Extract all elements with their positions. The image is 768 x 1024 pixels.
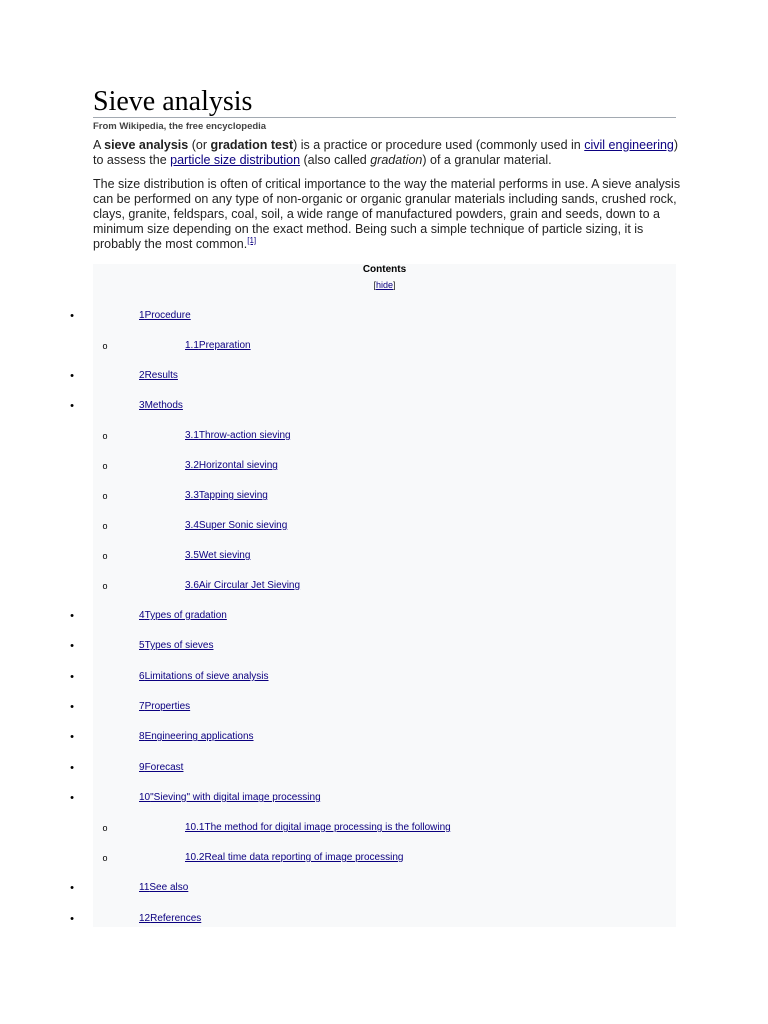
bullet-icon: • xyxy=(70,400,74,412)
toc-text: Procedure xyxy=(144,310,191,321)
bullet-icon: • xyxy=(70,913,74,925)
circle-bullet-icon: o xyxy=(102,551,108,561)
toc-link[interactable] xyxy=(139,670,269,684)
toc-text: Forecast xyxy=(144,762,184,773)
intro-text: A xyxy=(93,138,105,152)
term-gradation: gradation xyxy=(370,153,423,167)
bullet-icon: • xyxy=(70,701,74,713)
toc-number: 10 xyxy=(139,792,151,803)
toc-number: 10.2 xyxy=(185,852,205,863)
circle-bullet-icon: o xyxy=(102,581,108,591)
toc-number: 3.1 xyxy=(185,430,199,441)
circle-bullet-icon: o xyxy=(102,823,108,833)
toc-number: 3.2 xyxy=(185,460,199,471)
toc-number: 12 xyxy=(139,913,151,924)
toc-link[interactable] xyxy=(139,639,213,653)
toc-text: Properties xyxy=(144,701,191,712)
toc-text: Results xyxy=(144,370,178,381)
toc-text: See also xyxy=(149,882,189,893)
term-sieve-analysis: sieve analysis xyxy=(104,138,189,152)
toc-link[interactable] xyxy=(185,821,451,835)
toc-link[interactable] xyxy=(185,579,300,593)
toc-text: Tapping sieving xyxy=(198,490,268,501)
toc-text: Methods xyxy=(144,400,183,411)
intro-text: (or xyxy=(188,138,211,152)
toc-text: Throw-action sieving xyxy=(198,430,291,441)
toc-text: Super Sonic sieving xyxy=(198,520,288,531)
toc-text: Limitations of sieve analysis xyxy=(144,671,269,682)
bullet-icon: • xyxy=(70,610,74,622)
toc-link[interactable] xyxy=(185,851,403,865)
toc-text: Types of sieves xyxy=(144,640,214,651)
toc-link[interactable] xyxy=(185,549,250,563)
toc-link[interactable] xyxy=(185,429,291,443)
link-civil-engineering[interactable]: civil engineering xyxy=(584,138,674,152)
bullet-icon: • xyxy=(70,370,74,382)
toc-link[interactable] xyxy=(185,339,251,353)
paragraph-text: The size distribution is often of critical importance to the way the material performs in use. A sieve analysis can be performed on any type of non-organic or organic granular materials including sands, crushed rock, clays, granite, feldspars, coal, soil, a wide range of manufactured powders, grain and seeds, down to a minimum size depending on the exact method. Being such a simple technique of particle sizing, it is probably the most common. xyxy=(93,177,681,251)
toc-text: References xyxy=(150,913,202,924)
toc-title: Contents xyxy=(362,264,407,275)
toc-number: 2 xyxy=(139,370,145,381)
toc-number: 10.1 xyxy=(185,822,205,833)
bullet-icon: • xyxy=(70,640,74,652)
circle-bullet-icon: o xyxy=(102,491,108,501)
intro-text: ) of a granular material. xyxy=(422,153,552,167)
bullet-icon: • xyxy=(70,792,74,804)
toc-number: 4 xyxy=(139,610,145,621)
toc-link[interactable] xyxy=(139,881,188,895)
toc-text: Preparation xyxy=(198,340,251,351)
toc-link[interactable] xyxy=(139,761,183,775)
toc-link[interactable] xyxy=(139,791,321,805)
toc-link[interactable] xyxy=(185,489,268,503)
toc-number: 3 xyxy=(139,400,145,411)
intro-text: ) to assess the xyxy=(93,138,679,167)
toc-text: Air Circular Jet Sieving xyxy=(198,580,301,591)
circle-bullet-icon: o xyxy=(102,341,108,351)
toc-toggle-bracket: ] xyxy=(393,280,396,290)
bullet-icon: • xyxy=(70,671,74,683)
toc-text: The method for digital image processing is the following xyxy=(204,822,451,833)
toc-toggle-bracket: [ xyxy=(373,280,376,290)
citation-link[interactable]: [1] xyxy=(247,235,257,245)
bullet-icon: • xyxy=(70,310,74,322)
toc-toggle xyxy=(93,279,676,292)
circle-bullet-icon: o xyxy=(102,853,108,863)
toc-link[interactable] xyxy=(139,609,227,623)
toc-link[interactable] xyxy=(139,399,183,413)
toc-number: 5 xyxy=(139,640,145,651)
term-gradation-test: gradation test xyxy=(210,138,294,152)
toc-link[interactable] xyxy=(185,519,287,533)
intro-text: ) is a practice or procedure used (commonly used in xyxy=(293,138,585,152)
toc-link[interactable] xyxy=(139,700,190,714)
link-particle-size-distribution[interactable]: particle size distribution xyxy=(170,153,301,167)
title-divider xyxy=(93,117,676,118)
toc-number: 7 xyxy=(139,701,145,712)
toc-number: 1.1 xyxy=(185,340,199,351)
circle-bullet-icon: o xyxy=(102,461,108,471)
toc-number: 9 xyxy=(139,762,145,773)
toc-number: 1 xyxy=(139,310,145,321)
toc-text: "Sieving" with digital image processing xyxy=(150,792,321,803)
size-distribution-paragraph xyxy=(93,177,683,252)
circle-bullet-icon: o xyxy=(102,521,108,531)
toc-link[interactable] xyxy=(185,459,278,473)
intro-paragraph xyxy=(93,138,683,168)
intro-text: (also called xyxy=(300,153,371,167)
toc-number: 6 xyxy=(139,671,145,682)
toc-number: 3.4 xyxy=(185,520,199,531)
toc-text: Real time data reporting of image processing xyxy=(204,852,404,863)
toc-text: Engineering applications xyxy=(144,731,254,742)
toc-hide-link[interactable]: hide xyxy=(375,280,393,290)
circle-bullet-icon: o xyxy=(102,431,108,441)
toc-link[interactable] xyxy=(139,309,191,323)
toc-text: Wet sieving xyxy=(198,550,251,561)
toc-text: Horizontal sieving xyxy=(198,460,278,471)
bullet-icon: • xyxy=(70,762,74,774)
bullet-icon: • xyxy=(70,731,74,743)
toc-link[interactable] xyxy=(139,730,254,744)
site-tagline: From Wikipedia, the free encyclopedia xyxy=(93,121,267,132)
page-title: Sieve analysis xyxy=(93,86,253,117)
toc-link[interactable] xyxy=(139,912,201,926)
toc-number: 3.6 xyxy=(185,580,199,591)
toc-number: 8 xyxy=(139,731,145,742)
toc-link[interactable] xyxy=(139,369,178,383)
toc-text: Types of gradation xyxy=(144,610,227,621)
toc-number: 3.5 xyxy=(185,550,199,561)
toc-number: 3.3 xyxy=(185,490,199,501)
toc-number: 11 xyxy=(139,882,150,893)
bullet-icon: • xyxy=(70,882,74,894)
